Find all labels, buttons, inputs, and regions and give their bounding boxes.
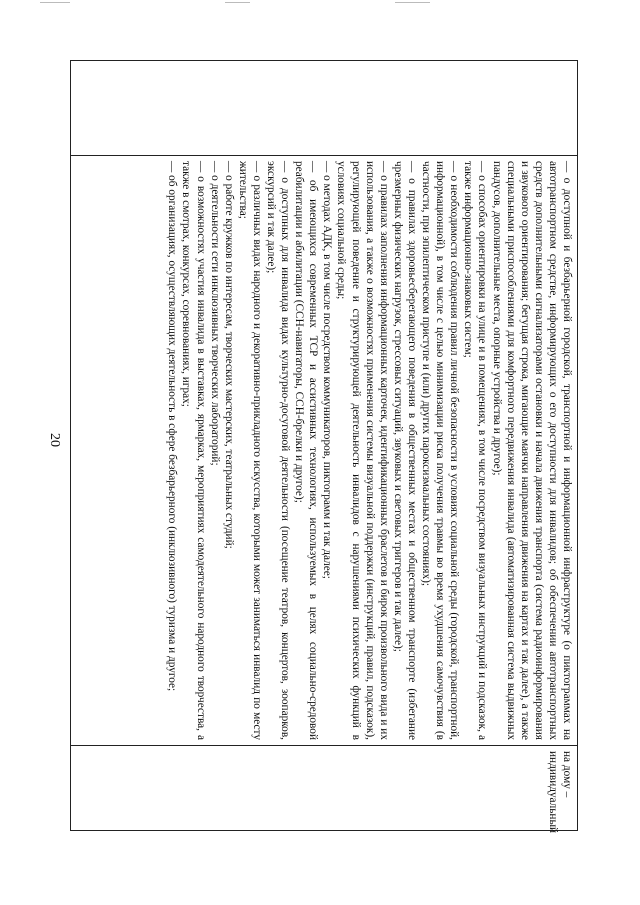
list-item: — о способах ориентировки на улице и в помещениях, в том числе посредством визуальных инструкций и подсказок, а также информационно-знаковых систем; <box>462 161 489 740</box>
empty-cell <box>71 61 578 156</box>
scan-mark <box>395 2 430 3</box>
service-form-cell: на дому – индивидуальный <box>71 746 578 831</box>
scan-mark <box>40 2 70 3</box>
item-list <box>165 161 574 740</box>
list-item: — о работе кружков по интересам, творческих мастерских, театральных студий; <box>222 161 235 549</box>
list-item: — о правилах здоровьесберегающего поведения в общественных местах и общественном транспорте (избегание чрезмерных физических нагрузок, стрессовых ситуаций, звуковых и световых триггеров и так далее); <box>391 161 418 740</box>
list-item: — о различных видах народного и декоративно-прикладного искусства, которыми может заниматься инвалид по месту жительства; <box>236 161 263 740</box>
list-item: — о доступной и безбарьерной городской, транспортной и информационной инфраструктуре (о пиктограммах на автотранспортном средстве, информирующих о его доступности для инвалидов; об обеспечении автотранспортных средств дополнительными сигнализаторами остановки и начала движения транспорта (система радиоинформирования и звукового ориентирования; бегущая строка, мигающие маячки направления движения на картах и так далее), а также специальными приспособлениями для комфортного передвижения инвалида (автоматизированная система выдвижных пандусов, дополнительные места, опорные устройства и другое); <box>490 161 573 740</box>
table-row <box>71 61 578 831</box>
content-table <box>70 60 578 834</box>
list-item: — о возможностях участия инвалида в выставках, ярмарках, мероприятиях самодеятельного народного творчества, а также в смотрах, конкурсах, соревнованиях, играх; <box>180 161 207 740</box>
list-item: — о правилах заполнения информационных карточек, идентификационных браслетов и бирок произвольного вида и их использования, а также о возможностях применения системы визуальной поддержки (инструкций, правил, подсказок), регулирующей поведение и структурирующей деятельность инвалидов с нарушениями психических функций в условиях социальной среды; <box>335 161 390 740</box>
list-item: — о деятельности сети инклюзивных творческих лабораторий; <box>208 161 221 466</box>
list-item: — об имеющихся современных ТСР и ассистивных технологиях, используемых в целях социально-средовой реабилитации и абилитации (ССН-навигаторы, ССН-брелки и другое); <box>293 161 320 740</box>
content-cell <box>71 156 578 746</box>
scan-mark <box>225 2 250 3</box>
list-item: — о необходимости соблюдения правил личной безопасности в условиях социальной среды (городской, транспортной, информационной), в том числе с целью минимизации риска получения травмы во время ухудшения самочувствия (в частности, при эпилептическом приступе и (или) других пароксизмальных состояниях); <box>420 161 461 740</box>
rotated-page-content <box>70 60 578 834</box>
page-number: 20 <box>47 433 62 447</box>
list-item: — о доступных для инвалида видах культурно-досуговой деятельности (посещение театров, концертов, зоопарков, экскурсий и так далее); <box>265 161 292 740</box>
list-item: — об организациях, осуществляющих деятельность в сфере безбарьерного (инклюзивного) туризма и другое; <box>166 161 179 692</box>
list-item: — о методах АДК, в том числе посредством коммуникаторов, пиктограмм и так далее; <box>321 161 334 579</box>
